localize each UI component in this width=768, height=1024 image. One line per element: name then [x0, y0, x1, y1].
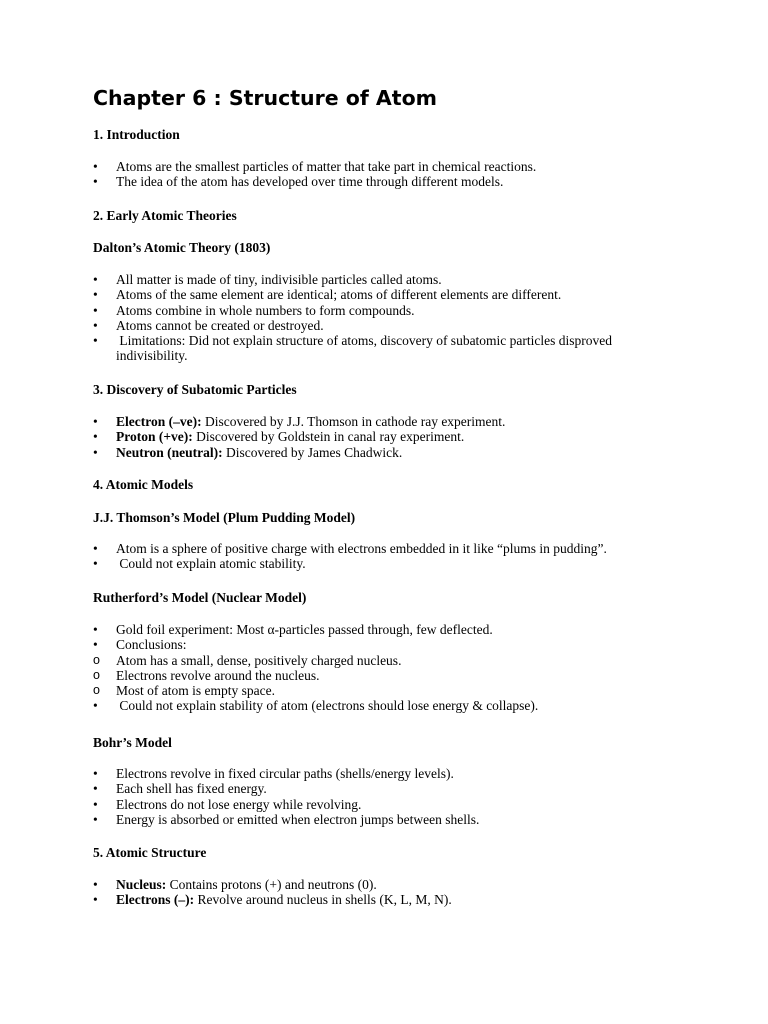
list-item: • Atoms cannot be created or destroyed.: [93, 317, 324, 333]
list-item: • Could not explain stability of atom (electrons should lose energy & collapse).: [93, 698, 539, 714]
list-dalton: [93, 272, 653, 364]
page-title: Chapter 6 : Structure of Atom: [93, 86, 438, 110]
list-item: o Atom has a small, dense, positively charged nucleus.: [93, 652, 402, 668]
sub-bullet-marker: o: [93, 683, 100, 698]
heading-introduction: 1. Introduction: [93, 127, 180, 142]
list-atomic-structure: [93, 877, 653, 908]
bullet-marker: •: [93, 333, 98, 349]
list-item: • Limitations: Did not explain structure of atoms, discovery of subatomic particles disproved indivisibility.: [93, 333, 616, 364]
heading-subatomic-particles: 3. Discovery of Subatomic Particles: [93, 382, 297, 397]
term-proton: Proton (+ve):: [116, 429, 193, 445]
list-subatomic-particles: [93, 414, 653, 460]
term-electron: Electron (–ve):: [116, 414, 202, 429]
bullet-marker: •: [93, 877, 98, 892]
list-bohr: [93, 766, 653, 827]
term-neutron: Neutron (neutral):: [116, 444, 223, 460]
bullet-marker: •: [93, 444, 98, 460]
bullet-marker: •: [93, 622, 98, 637]
bullet-marker: •: [93, 302, 98, 318]
list-item: • Atom is a sphere of positive charge with electrons embedded in it like “plums in pudding”.: [93, 541, 607, 556]
bullet-marker: •: [93, 429, 98, 445]
sub-bullet-marker: o: [93, 652, 100, 667]
bullet-marker: •: [93, 637, 98, 653]
subheading-dalton: Dalton’s Atomic Theory (1803): [93, 240, 271, 255]
bullet-marker: •: [93, 414, 98, 429]
list-item: o Most of atom is empty space.: [93, 683, 275, 699]
list-item: • Could not explain atomic stability.: [93, 556, 306, 572]
list-item: • Energy is absorbed or emitted when electron jumps between shells.: [93, 811, 480, 827]
list-item: • Conclusions:: [93, 637, 187, 653]
bullet-marker: •: [93, 796, 98, 812]
list-item: o Electrons revolve around the nucleus.: [93, 667, 320, 683]
list-item: • Neutron (neutral): Discovered by James Chadwick.: [93, 444, 403, 460]
list-rutherford: [93, 622, 653, 714]
bullet-marker: •: [93, 892, 98, 908]
list-item: • Electrons revolve in fixed circular paths (shells/energy levels).: [93, 766, 454, 781]
bullet-marker: •: [93, 811, 98, 827]
bullet-marker: •: [93, 766, 98, 781]
sub-bullet-marker: o: [93, 667, 100, 682]
heading-atomic-structure: 5. Atomic Structure: [93, 845, 207, 860]
bullet-marker: •: [93, 272, 98, 287]
subheading-bohr: Bohr’s Model: [93, 735, 172, 750]
list-item: • Electrons do not lose energy while revolving.: [93, 796, 362, 812]
list-item: • Electron (–ve): Discovered by J.J. Thomson in cathode ray experiment.: [93, 414, 506, 429]
list-item: • Nucleus: Contains protons (+) and neutrons (0).: [93, 877, 377, 892]
bullet-marker: •: [93, 174, 98, 190]
list-item: • Atoms are the smallest particles of matter that take part in chemical reactions.: [93, 159, 537, 174]
bullet-marker: •: [93, 287, 98, 303]
heading-early-atomic-theories: 2. Early Atomic Theories: [93, 208, 237, 223]
bullet-marker: •: [93, 781, 98, 797]
list-item: • Atoms of the same element are identical; atoms of different elements are different.: [93, 287, 562, 303]
bullet-marker: •: [93, 317, 98, 333]
term-nucleus: Nucleus:: [116, 877, 167, 892]
list-item: • All matter is made of tiny, indivisible particles called atoms.: [93, 272, 442, 287]
list-item: • Atoms combine in whole numbers to form compounds.: [93, 302, 415, 318]
list-item: • Each shell has fixed energy.: [93, 781, 267, 797]
list-item: • Gold foil experiment: Most α-particles passed through, few deflected.: [93, 622, 493, 637]
bullet-marker: •: [93, 159, 98, 174]
list-item: • Electrons (–): Revolve around nucleus in shells (K, L, M, N).: [93, 892, 452, 908]
list-item: • The idea of the atom has developed over time through different models.: [93, 174, 504, 190]
list-thomson: [93, 541, 653, 572]
heading-atomic-models: 4. Atomic Models: [93, 477, 194, 492]
bullet-marker: •: [93, 556, 98, 572]
list-item: • Proton (+ve): Discovered by Goldstein in canal ray experiment.: [93, 429, 465, 445]
subheading-rutherford: Rutherford’s Model (Nuclear Model): [93, 590, 307, 605]
bullet-marker: •: [93, 698, 98, 714]
list-introduction: [93, 159, 653, 190]
term-electrons: Electrons (–):: [116, 892, 195, 908]
bullet-marker: •: [93, 541, 98, 556]
subheading-thomson: J.J. Thomson’s Model (Plum Pudding Model): [93, 510, 356, 525]
